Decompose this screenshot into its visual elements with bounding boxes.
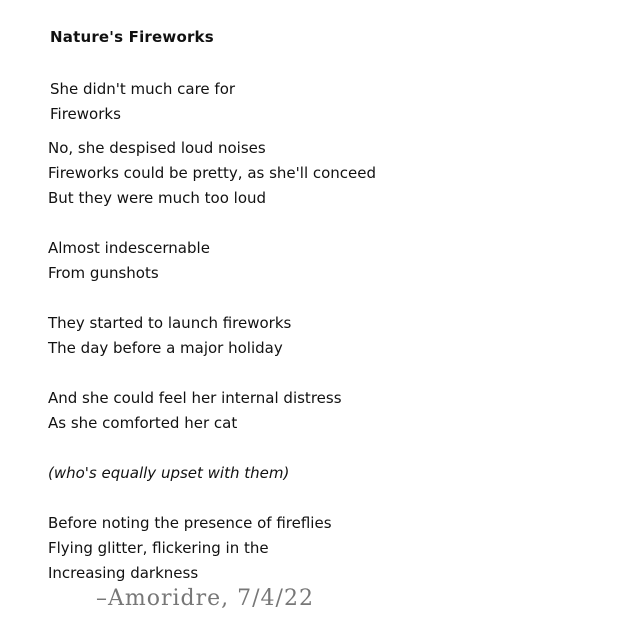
poem-title: Nature's Fireworks [50, 28, 214, 46]
poem-line-aside: (who's equally upset with them) [48, 464, 290, 482]
poem-line: As she comforted her cat [48, 414, 238, 432]
poem-line: And she could feel her internal distress [48, 389, 342, 407]
stanza [48, 136, 376, 211]
stanza [48, 386, 376, 436]
poem-body [48, 136, 376, 586]
stanza-break [48, 486, 376, 511]
stanza [48, 236, 376, 286]
stanza [48, 311, 376, 361]
poem-line: Flying glitter, flickering in the [48, 539, 269, 557]
intro-line: Fireworks [50, 105, 121, 123]
poem-line: Almost indescernable [48, 239, 210, 257]
stanza [48, 461, 376, 486]
stanza-break [48, 286, 376, 311]
poem-line: No, she despised loud noises [48, 139, 266, 157]
stanza-break [48, 361, 376, 386]
stanza [48, 511, 376, 586]
poem-line: But they were much too loud [48, 189, 267, 207]
poem-intro [50, 77, 235, 127]
stanza-break [48, 211, 376, 236]
poem-line: Before noting the presence of fireflies [48, 514, 332, 532]
author-signature: –Amoridre, 7/4/22 [96, 586, 314, 611]
poem-line: Fireworks could be pretty, as she'll conceed [48, 164, 377, 182]
intro-line: She didn't much care for [50, 80, 236, 98]
poem-line: Increasing darkness [48, 564, 199, 582]
poem-line: They started to launch fireworks [48, 314, 292, 332]
stanza-break [48, 436, 376, 461]
poem-line: From gunshots [48, 264, 159, 282]
poem-line: The day before a major holiday [48, 339, 283, 357]
